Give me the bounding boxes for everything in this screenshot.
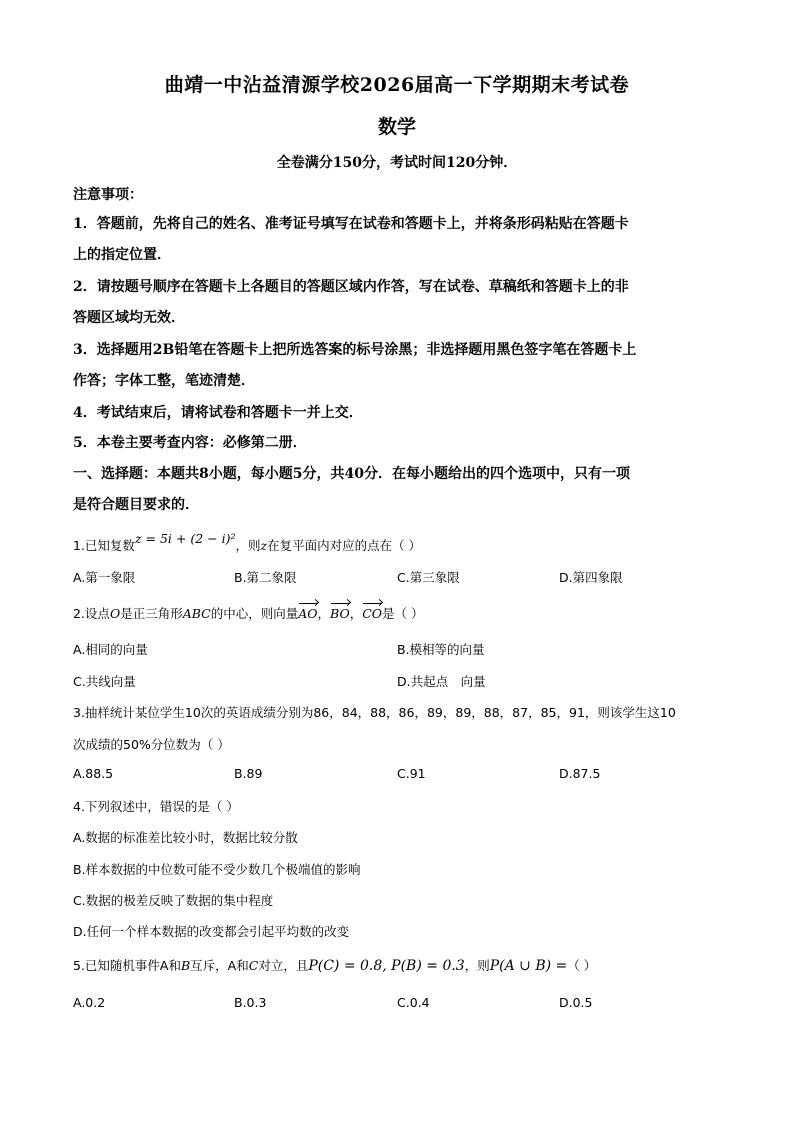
q5-mid1: 互斥，A和	[190, 958, 249, 973]
q4-option-c: C.数据的极差反映了数据的集中程度	[73, 893, 274, 908]
notice-heading: 注意事项：	[73, 187, 143, 203]
q4-option-b: B.样本数据的中位数可能不受少数几个极端值的影响	[73, 862, 361, 877]
q5-event-b: B	[180, 958, 191, 973]
subject-title: 数学	[377, 116, 416, 138]
q2-mid2: 的中心，则向量	[210, 606, 299, 621]
score-info: 全卷满分150分，考试时间120分钟．	[276, 155, 518, 171]
q2-point: O	[109, 606, 121, 621]
q1-formula: z = 5i + (2 − i)²	[134, 531, 236, 546]
notice-line-4: 答题区域均无效．	[73, 310, 185, 326]
q2-sep-2: ，	[349, 606, 363, 621]
notice-line-1: 1．答题前，先将自己的姓名、准考证号填写在试卷和答题卡上，并将条形码粘贴在答题卡	[73, 216, 629, 232]
q2-mid: 是正三角形	[120, 606, 183, 621]
q1-option-c: C.第三象限	[397, 570, 460, 585]
q2-vector-ao: AO	[298, 606, 318, 621]
q3-option-a: A.88.5	[73, 766, 114, 781]
question-2-stem	[73, 604, 424, 622]
notice-line-2: 上的指定位置．	[73, 247, 171, 263]
q2-vector-co: CO	[362, 606, 383, 621]
question-3-stem-line-1: 3.抽样统计某位学生10次的英语成绩分别为86，84，88，86，89，89，88，87，85，91，则该学生这10	[73, 705, 676, 720]
q2-option-b: B.模相等的向量	[397, 642, 485, 657]
q5-prefix: 5.已知随机事件A和	[73, 958, 181, 973]
q1-option-d: D.第四象限	[559, 570, 623, 585]
q5-mid3: ，则	[464, 958, 490, 973]
notice-line-5: 3．选择题用2B铅笔在答题卡上把所选答案的标号涂黑；非选择题用黑色签字笔在答题卡上	[73, 342, 637, 358]
q5-option-c: C.0.4	[397, 995, 430, 1010]
q1-suffix-a: ，则	[235, 538, 261, 553]
question-3-stem-line-2: 次成绩的50%分位数为（ ）	[73, 737, 230, 752]
q5-option-a: A.0.2	[73, 995, 106, 1010]
question-1-stem	[73, 531, 422, 554]
question-5-stem	[73, 956, 596, 974]
q5-formula-2: P(A ∪ B) =	[489, 958, 568, 974]
section-heading-line-2: 是符合题目要求的．	[73, 497, 199, 513]
q1-prefix: 1.已知复数	[73, 538, 135, 553]
section-heading-line-1: 一、选择题：本题共8小题，每小题5分，共40分．在每小题给出的四个选项中，只有一项	[73, 466, 630, 482]
q2-prefix: 2.设点	[73, 606, 110, 621]
q1-suffix-b: 在复平面内对应的点在（ ）	[267, 538, 422, 553]
q4-option-a: A.数据的标准差比较小时，数据比较分散	[73, 830, 298, 845]
notice-line-6: 作答；字体工整，笔迹清楚．	[73, 373, 255, 389]
question-4-stem: 4.下列叙述中，错误的是（ ）	[73, 799, 239, 814]
q5-formula: P(C) = 0.8, P(B) = 0.3	[308, 958, 465, 974]
q2-option-a: A.相同的向量	[73, 642, 148, 657]
q2-triangle: ABC	[182, 606, 211, 621]
q5-suffix: （ ）	[567, 958, 597, 973]
q3-option-b: B.89	[234, 766, 263, 781]
notice-line-8: 5．本卷主要考查内容：必修第二册．	[73, 435, 307, 451]
q2-suffix: 是（ ）	[382, 606, 424, 621]
notice-line-7: 4．考试结束后，请将试卷和答题卡一并上交．	[73, 405, 363, 421]
q5-event-c: C	[248, 958, 259, 973]
q2-sep-1: ，	[317, 606, 331, 621]
q5-option-d: D.0.5	[559, 995, 593, 1010]
q5-mid2: 对立，且	[258, 958, 309, 973]
q1-option-b: B.第二象限	[234, 570, 297, 585]
exam-title: 曲靖一中沾益清源学校2026届高一下学期期末考试卷	[164, 74, 630, 96]
q4-option-d: D.任何一个样本数据的改变都会引起平均数的改变	[73, 924, 350, 939]
q2-option-d: D.共起点 向量	[397, 674, 486, 689]
q5-option-b: B.0.3	[234, 995, 267, 1010]
q1-option-a: A.第一象限	[73, 570, 136, 585]
q1-var: z	[260, 538, 268, 553]
q2-vector-bo: BO	[330, 606, 350, 621]
q3-option-c: C.91	[397, 766, 426, 781]
q2-option-c: C.共线向量	[73, 674, 136, 689]
q3-option-d: D.87.5	[559, 766, 601, 781]
notice-line-3: 2．请按题号顺序在答题卡上各题目的答题区域内作答，写在试卷、草稿纸和答题卡上的非	[73, 279, 629, 295]
